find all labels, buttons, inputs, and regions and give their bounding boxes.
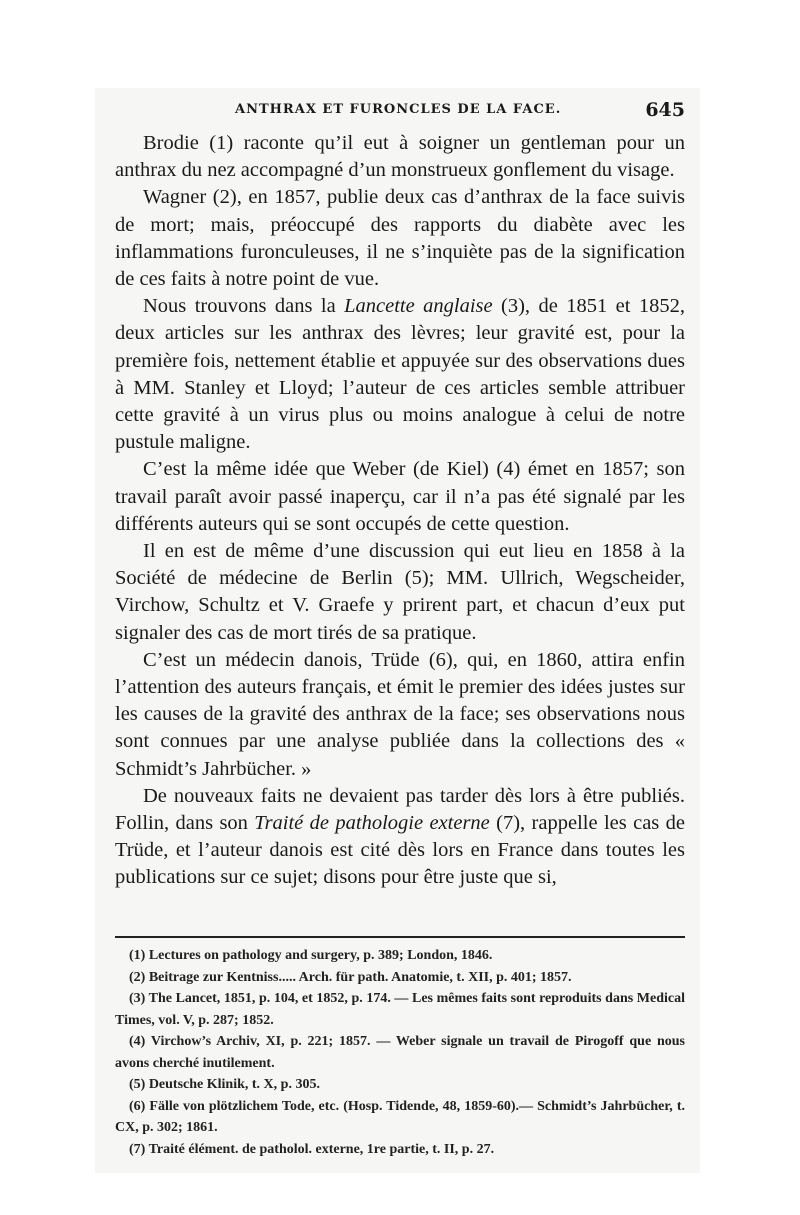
running-title: ANTHRAX ET FURONCLES DE LA FACE.	[235, 102, 562, 117]
footnote: (5) Deutsche Klinik, t. X, p. 305.	[129, 1077, 320, 1092]
page-header	[115, 99, 685, 126]
footnote: (2) Beitrage zur Kentniss..... Arch. für path. Anatomie, t. XII, p. 401; 1857.	[129, 969, 572, 985]
italic-title: Lancette anglaise	[344, 295, 493, 318]
paragraph: De nouveaux faits ne devaient pas tarder dès lors à être publiés. Follin, dans son Traité de pathologie externe (7), rappelle les cas de Trüde, et l’auteur danois est cité dès lors en France dans toutes les publications sur ce sujet; disons pour être juste que si,	[115, 784, 686, 889]
page-number: 645	[645, 99, 685, 121]
footnote-divider	[115, 936, 685, 938]
italic-title: Traité de pathologie externe	[254, 812, 490, 835]
paragraph: Il en est de même d’une discussion qui eut lieu en 1858 à la Société de médecine de Berlin (5); MM. Ullrich, Wegscheider, Virchow, Schultz et V. Graefe y prirent part, et chacun d’eux put signaler des cas de mort tirés de sa pratique.	[115, 540, 685, 644]
paragraph: Wagner (2), en 1857, publie deux cas d’anthrax de la face suivis de mort; mais, préoccupé des rapports du diabète avec les inflammations furonculeuses, il ne s’inquiète pas de la signification de ces faits à notre point de vue.	[115, 186, 685, 291]
footnotes	[115, 945, 685, 1160]
footnote: (4) Virchow’s Archiv, XI, p. 221; 1857. — Weber signale un travail de Pirogoff que nous avons cherché inutilement.	[115, 1034, 685, 1071]
paragraph: Brodie (1) raconte qu’il eut à soigner un gentleman pour un anthrax du nez accompagné d’un monstrueux gonflement du visage.	[115, 132, 685, 182]
body-text	[115, 130, 685, 892]
paragraph: C’est la même idée que Weber (de Kiel) (4) émet en 1857; son travail paraît avoir passé inaperçu, car il n’a pas été signalé par les différents auteurs qui se sont occupés de cette question.	[115, 458, 685, 535]
footnote: (7) Traité élément. de patholol. externe, 1re partie, t. II, p. 27.	[129, 1141, 495, 1157]
footnote: (6) Fälle von plötzlichem Tode, etc. (Hosp. Tidende, 48, 1859-60).— Schmidt’s Jahrbücher, t. CX, p. 302; 1861.	[115, 1098, 685, 1135]
footnote: (1) Lectures on pathology and surgery, p. 389; London, 1846.	[129, 948, 493, 963]
paragraph: Nous trouvons dans la Lancette anglaise (3), de 1851 et 1852, deux articles sur les anthrax des lèvres; leur gravité est, pour la première fois, nettement établie et appuyée sur des observations dues à MM. Stanley et Lloyd; l’auteur de ces articles semble attribuer cette gravité à un virus plus ou moins analogue à celui de notre pustule maligne.	[115, 295, 686, 454]
footnote: (3) The Lancet, 1851, p. 104, et 1852, p. 174. — Les mêmes faits sont reproduits dans Medical Times, vol. V, p. 287; 1852.	[115, 991, 685, 1028]
paragraph: C’est un médecin danois, Trüde (6), qui, en 1860, attira enfin l’attention des auteurs français, et émit le premier des idées justes sur les causes de la gravité des anthrax de la face; ses observations nous sont connues par une analyse publiée dans la collections des « Schmidt’s Jahrbücher. »	[115, 648, 685, 780]
